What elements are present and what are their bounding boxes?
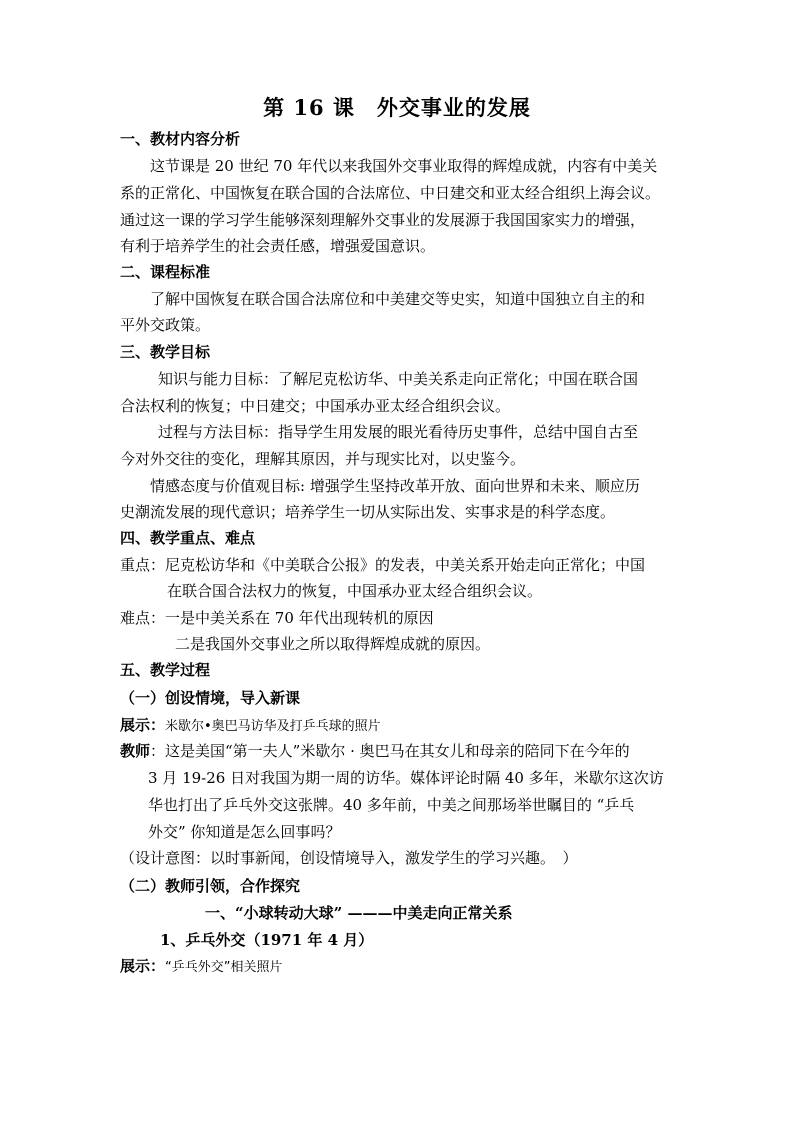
paragraph-line: 这节课是 20 世纪 70 年代以来我国外交事业取得的辉煌成就，内容有中美关: [150, 157, 658, 175]
item-heading: 1、乒乓外交（1971 年 4 月）: [160, 931, 374, 949]
paragraph-line: 知识与能力目标：了解尼克松访华、中美关系走向正常化；中国在联合国: [158, 370, 639, 388]
teacher-text: ：这是美国“第一夫人”米歇尔 · 奥巴马在其女儿和母亲的陪同下在今年的: [150, 742, 630, 760]
paragraph-line: 华也打出了乒乓外交这张牌。40 多年前，中美之间那场举世瞩目的 “乒乓: [148, 796, 635, 814]
subsection-heading: （二）教师引领，合作探究: [120, 877, 301, 895]
section-heading-analysis: 一、教材内容分析: [120, 130, 241, 148]
paragraph-line: 平外交政策。: [120, 316, 211, 334]
page-title: 第 16 课 外交事业的发展: [263, 95, 531, 120]
show-line: [120, 715, 381, 737]
paragraph-line: 通过这一课的学习学生能够深刻理解外交事业的发展源于我国国家实力的增强，: [120, 211, 646, 229]
paragraph-line: 过程与方法目标：指导学生用发展的眼光看待历史事件，总结中国自古至: [158, 423, 639, 441]
paragraph-line: 今对外交往的变化，理解其原因，并与现实比对，以史鉴今。: [120, 450, 526, 468]
section-heading-standards: 二、课程标准: [120, 263, 211, 281]
show-text: 米歇尔•奥巴马访华及打乒乓球的照片: [165, 719, 381, 734]
paragraph-line: 系的正常化、中国恢复在联合国的合法席位、中日建交和亚太经合组织上海会议。: [120, 184, 661, 202]
show-text: “乒乓外交”相关照片: [165, 960, 283, 975]
paragraph-line: 二是我国外交事业之所以取得辉煌成就的原因。: [175, 635, 491, 653]
paragraph-line: 了解中国恢复在联合国合法席位和中美建交等史实，知道中国独立自主的和: [150, 290, 646, 308]
design-intent: （设计意图：以时事新闻，创设情境导入，激发学生的学习兴趣。 ）: [120, 849, 578, 867]
paragraph-line: 史潮流发展的现代意识；培养学生一切从实际出发、实事求是的科学态度。: [120, 503, 616, 521]
teacher-line: [120, 741, 630, 761]
paragraph-line: 在联合国合法权力的恢复，中国承办亚太经合组织会议。: [167, 582, 543, 600]
section-heading-focus: 四、教学重点、难点: [120, 529, 256, 547]
paragraph-line: 情感态度与价值观目标: 增强学生坚持改革开放、面向世界和未来、顺应历: [150, 477, 640, 495]
show-line: [120, 956, 283, 978]
paragraph-line: 外交” 你知道是怎么回事吗？: [148, 823, 341, 841]
paragraph-line: 3 月 19-26 日对我国为期一周的访华。媒体评论时隔 40 多年，米歇尔这次访: [148, 769, 664, 787]
subsection-heading: （一）创设情境，导入新课: [120, 689, 301, 707]
show-label: 展示：: [120, 716, 166, 734]
paragraph-line: 合法权利的恢复；中日建交；中国承办亚太经合组织会议。: [120, 397, 511, 415]
section-heading-goals: 三、教学目标: [120, 343, 211, 361]
paragraph-line: 有利于培养学生的社会责任感，增强爱国意识。: [120, 237, 436, 255]
section-heading-process: 五、教学过程: [120, 661, 211, 679]
paragraph-line: 重点：尼克松访华和《中美联合公报》的发表，中美关系开始走向正常化；中国: [120, 556, 646, 574]
teacher-label: 教师: [120, 742, 151, 760]
part-heading: 一、“小球转动大球” ———中美走向正常关系: [205, 904, 513, 922]
show-label: 展示：: [120, 957, 166, 975]
paragraph-line: 难点：一是中美关系在 70 年代出现转机的原因: [120, 609, 434, 627]
